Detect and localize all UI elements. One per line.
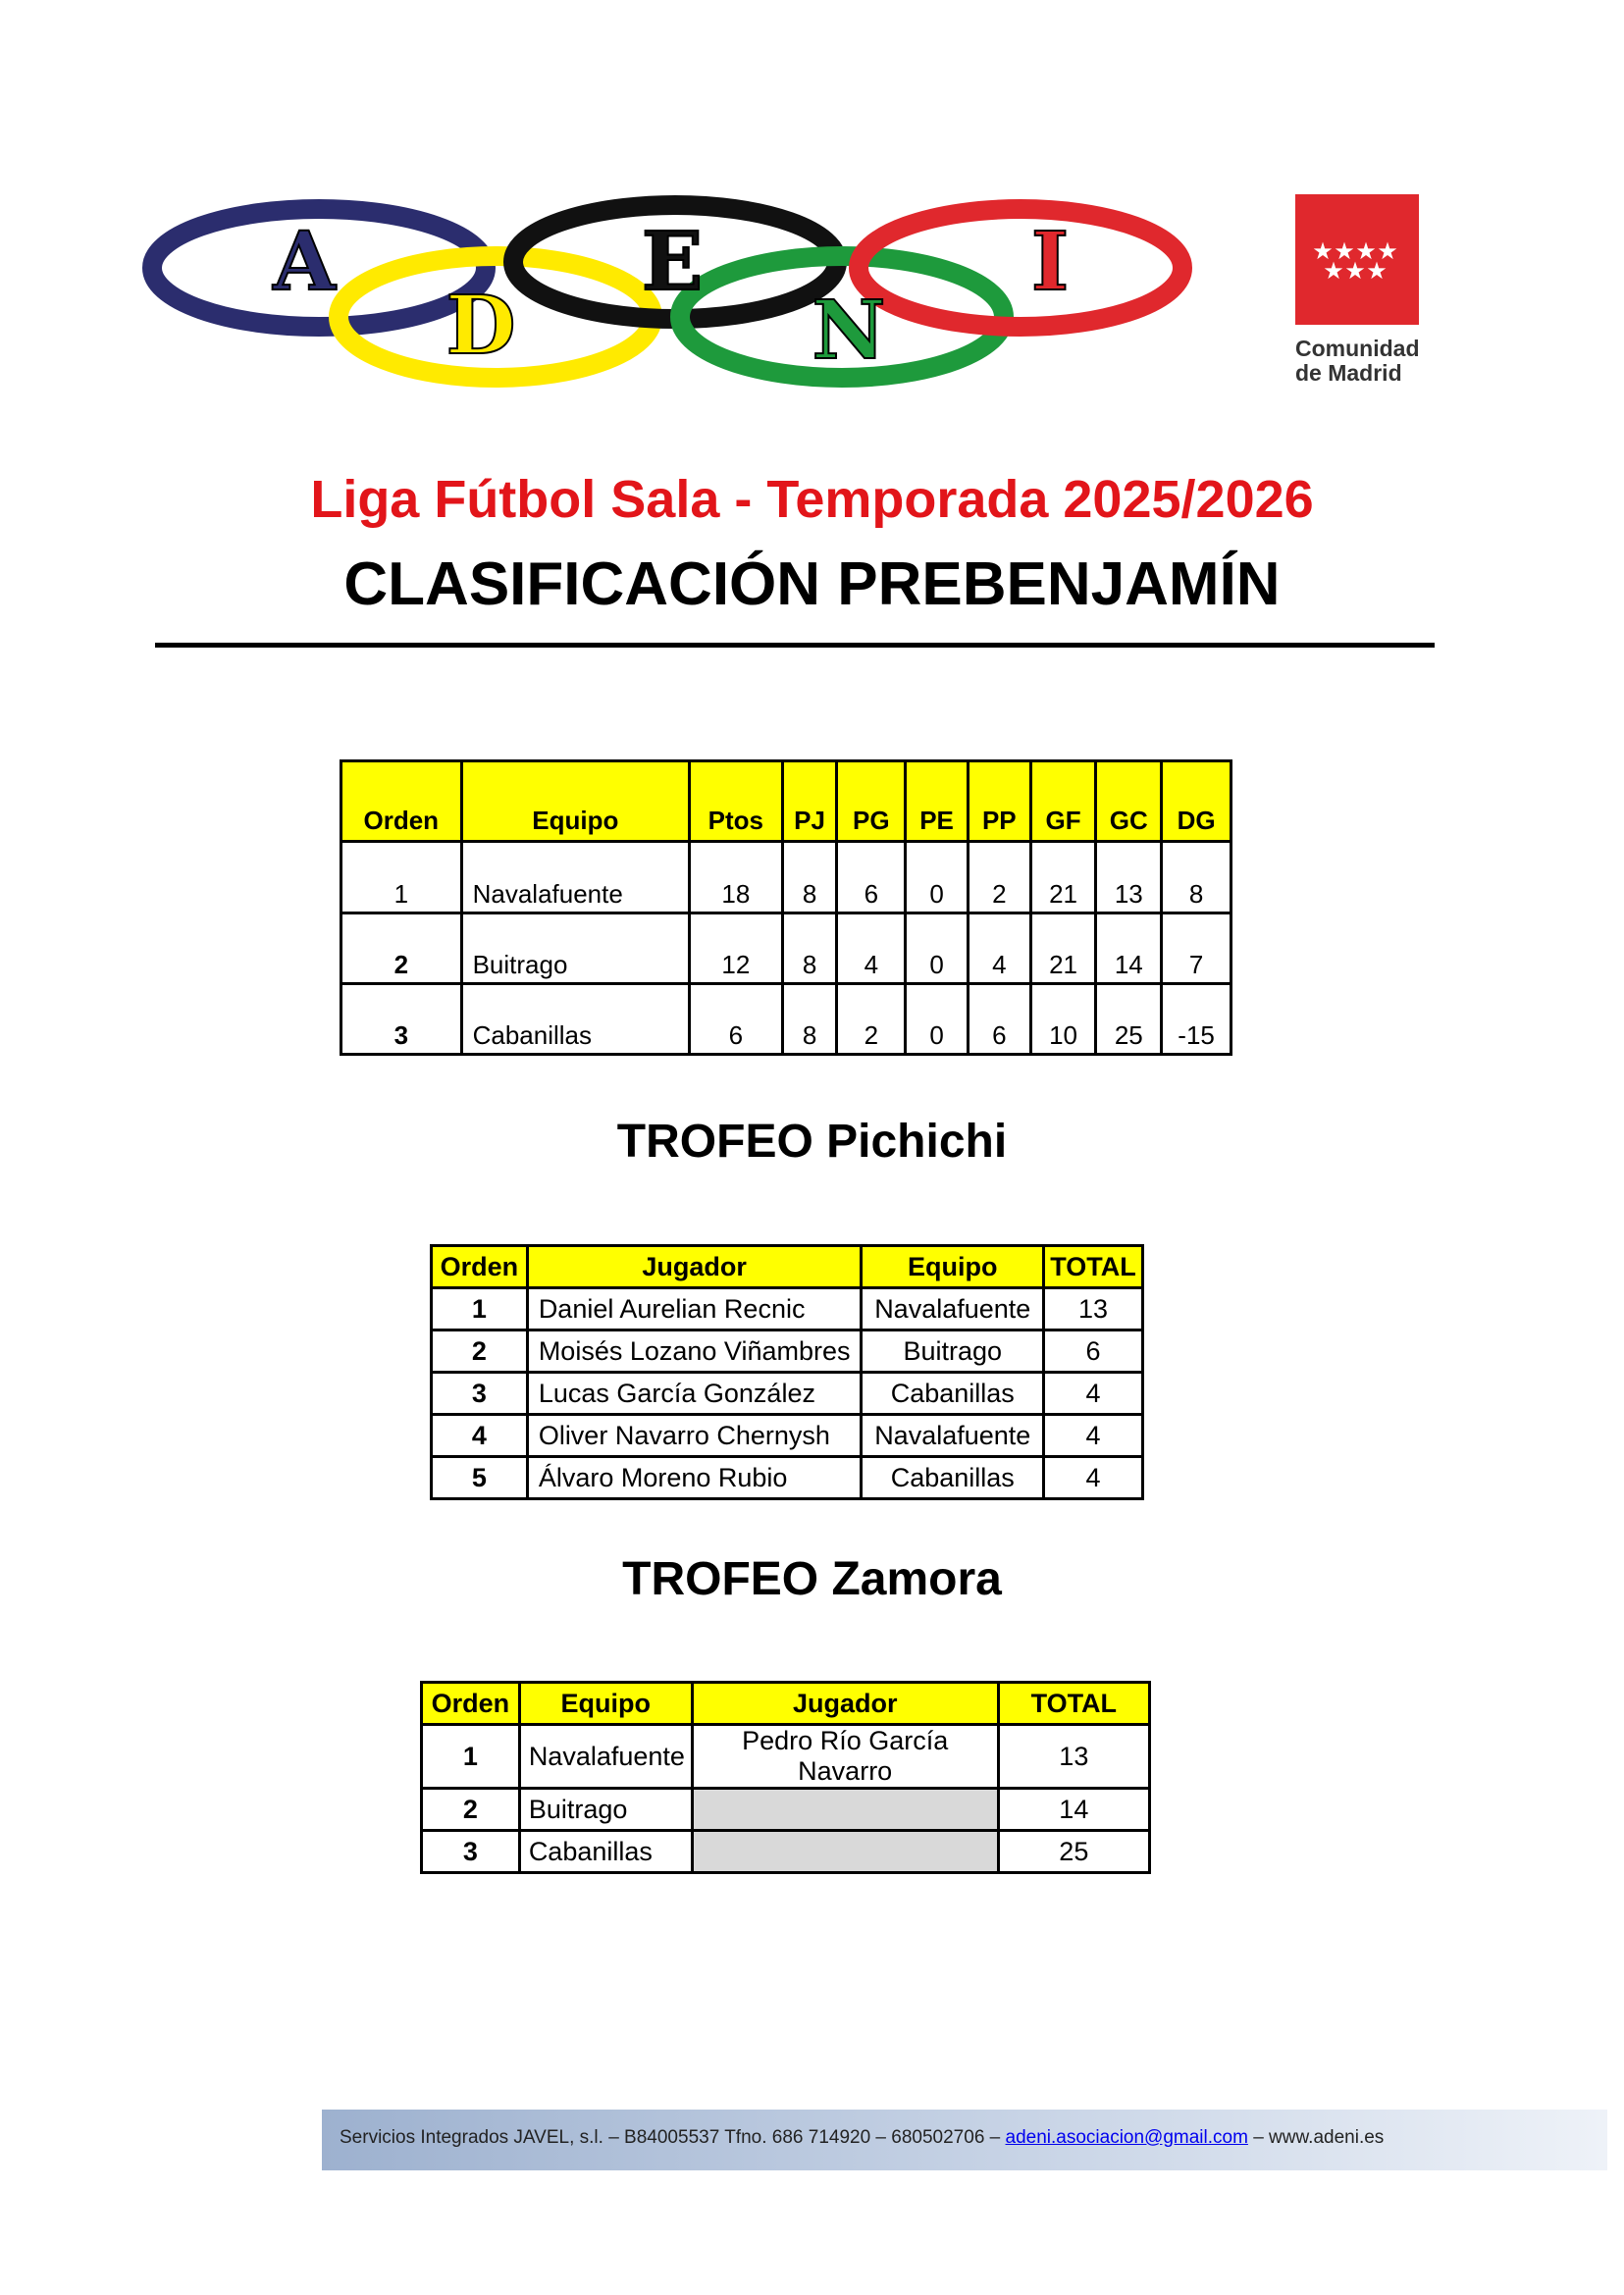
table-row [432, 1415, 1143, 1457]
cell-ptos: 6 [689, 984, 782, 1055]
region-line1: Comunidad [1295, 336, 1420, 361]
col-equipo: Equipo [862, 1246, 1044, 1288]
col-gf: GF [1030, 761, 1096, 842]
cell-equipo: Navalafuente [862, 1415, 1044, 1457]
cell-jugador: Lucas García González [527, 1373, 862, 1415]
cell-ptos: 18 [689, 842, 782, 913]
footer-company: Servicios Integrados JAVEL, s.l. – B84005537 Tfno. 686 714920 – 680502706 – [340, 2127, 1006, 2148]
svg-text:★: ★ [1334, 237, 1355, 265]
col-jugador: Jugador [527, 1246, 862, 1288]
cell-ptos: 12 [689, 913, 782, 984]
cell-equipo: Navalafuente [519, 1725, 692, 1789]
cell-equipo: Navalafuente [461, 842, 689, 913]
cell-equipo: Buitrago [862, 1330, 1044, 1373]
col-jugador: Jugador [692, 1683, 998, 1725]
col-pj: PJ [782, 761, 837, 842]
table-row [341, 913, 1231, 984]
table-row [422, 1831, 1150, 1873]
col-orden: Orden [432, 1246, 528, 1288]
cell-equipo: Buitrago [519, 1789, 692, 1831]
cell-gc: 14 [1096, 913, 1162, 984]
svg-text:★: ★ [1377, 237, 1398, 265]
cell-orden: 1 [432, 1288, 528, 1330]
cell-dg: 7 [1162, 913, 1231, 984]
table-row [422, 1725, 1150, 1789]
madrid-flag [1295, 194, 1419, 325]
svg-text:★: ★ [1344, 257, 1366, 285]
col-total: TOTAL [1044, 1246, 1143, 1288]
cell-pp: 6 [968, 984, 1030, 1055]
cell-orden: 1 [341, 842, 462, 913]
logo-letter-d: D [445, 279, 516, 373]
logo-letter-a: A [273, 215, 336, 309]
cell-total: 4 [1044, 1373, 1143, 1415]
cell-dg: 8 [1162, 842, 1231, 913]
cell-equipo: Cabanillas [461, 984, 689, 1055]
cell-orden: 4 [432, 1415, 528, 1457]
cell-gf: 10 [1030, 984, 1096, 1055]
logo-letter-i: I [1030, 215, 1070, 309]
svg-text:★: ★ [1323, 257, 1344, 285]
cell-total: 4 [1044, 1415, 1143, 1457]
adeni-logo [137, 191, 1227, 397]
zamora-title: TROFEO Zamora [622, 1553, 1002, 1605]
col-pg: PG [837, 761, 906, 842]
table-row [422, 1789, 1150, 1831]
cell-equipo: Cabanillas [519, 1831, 692, 1873]
cell-orden: 3 [422, 1831, 520, 1873]
col-total: TOTAL [998, 1683, 1149, 1725]
col-ptos: Ptos [689, 761, 782, 842]
cell-jugador [692, 1831, 998, 1873]
cell-equipo: Cabanillas [862, 1373, 1044, 1415]
footer-bar [322, 2110, 1607, 2170]
zamora-table [420, 1681, 1151, 1874]
col-pp: PP [968, 761, 1030, 842]
col-dg: DG [1162, 761, 1231, 842]
cell-total: 13 [998, 1725, 1149, 1789]
cell-jugador: Álvaro Moreno Rubio [527, 1457, 862, 1499]
cell-pj: 8 [782, 842, 837, 913]
cell-pp: 4 [968, 913, 1030, 984]
zamora-header-row [422, 1683, 1150, 1725]
col-pe: PE [906, 761, 969, 842]
cell-jugador: Oliver Navarro Chernysh [527, 1415, 862, 1457]
footer-website: – www.adeni.es [1247, 2127, 1385, 2148]
stars-icon [1295, 194, 1419, 325]
cell-equipo: Navalafuente [862, 1288, 1044, 1330]
pichichi-header-row [432, 1246, 1143, 1288]
logo-letter-e: E [641, 215, 704, 309]
cell-gf: 21 [1030, 913, 1096, 984]
cell-jugador: Daniel Aurelian Recnic [527, 1288, 862, 1330]
cell-orden: 2 [341, 913, 462, 984]
cell-dg: -15 [1162, 984, 1231, 1055]
cell-jugador: Pedro Río García Navarro [692, 1725, 998, 1789]
svg-text:★: ★ [1355, 237, 1377, 265]
footer-email-link[interactable]: adeni.asociacion@gmail.com [1005, 2127, 1248, 2148]
cell-pp: 2 [968, 842, 1030, 913]
cell-orden: 5 [432, 1457, 528, 1499]
cell-pj: 8 [782, 984, 837, 1055]
table-row [432, 1288, 1143, 1330]
cell-total: 25 [998, 1831, 1149, 1873]
table-row [341, 984, 1231, 1055]
cell-pj: 8 [782, 913, 837, 984]
svg-text:★: ★ [1366, 257, 1388, 285]
comunidad-madrid-logo [1295, 194, 1419, 391]
col-equipo: Equipo [519, 1683, 692, 1725]
cell-pe: 0 [906, 984, 969, 1055]
col-gc: GC [1096, 761, 1162, 842]
standings-table [340, 759, 1232, 1056]
cell-total: 14 [998, 1789, 1149, 1831]
cell-pg: 6 [837, 842, 906, 913]
cell-pe: 0 [906, 913, 969, 984]
cell-equipo: Buitrago [461, 913, 689, 984]
title-divider [155, 643, 1435, 648]
col-orden: Orden [341, 761, 462, 842]
cell-total: 4 [1044, 1457, 1143, 1499]
cell-total: 6 [1044, 1330, 1143, 1373]
cell-orden: 3 [432, 1373, 528, 1415]
cell-jugador: Moisés Lozano Viñambres [527, 1330, 862, 1373]
col-equipo: Equipo [461, 761, 689, 842]
cell-gf: 21 [1030, 842, 1096, 913]
footer-text [340, 2127, 1384, 2149]
table-row [432, 1330, 1143, 1373]
table-row [341, 842, 1231, 913]
cell-pe: 0 [906, 842, 969, 913]
svg-text:★: ★ [1312, 237, 1334, 265]
cell-orden: 3 [341, 984, 462, 1055]
cell-gc: 13 [1096, 842, 1162, 913]
pichichi-table [430, 1244, 1144, 1500]
league-title: Liga Fútbol Sala - Temporada 2025/2026 [310, 470, 1314, 529]
region-line2: de Madrid [1295, 360, 1402, 386]
cell-pg: 2 [837, 984, 906, 1055]
standings-header-row [341, 761, 1231, 842]
cell-pg: 4 [837, 913, 906, 984]
table-row [432, 1457, 1143, 1499]
cell-orden: 2 [432, 1330, 528, 1373]
cell-jugador [692, 1789, 998, 1831]
cell-total: 13 [1044, 1288, 1143, 1330]
standings-title: CLASIFICACIÓN PREBENJAMÍN [343, 550, 1281, 618]
cell-orden: 2 [422, 1789, 520, 1831]
pichichi-title: TROFEO Pichichi [616, 1116, 1008, 1168]
cell-equipo: Cabanillas [862, 1457, 1044, 1499]
cell-gc: 25 [1096, 984, 1162, 1055]
cell-orden: 1 [422, 1725, 520, 1789]
col-orden: Orden [422, 1683, 520, 1725]
logo-letter-n: N [812, 284, 886, 378]
table-row [432, 1373, 1143, 1415]
